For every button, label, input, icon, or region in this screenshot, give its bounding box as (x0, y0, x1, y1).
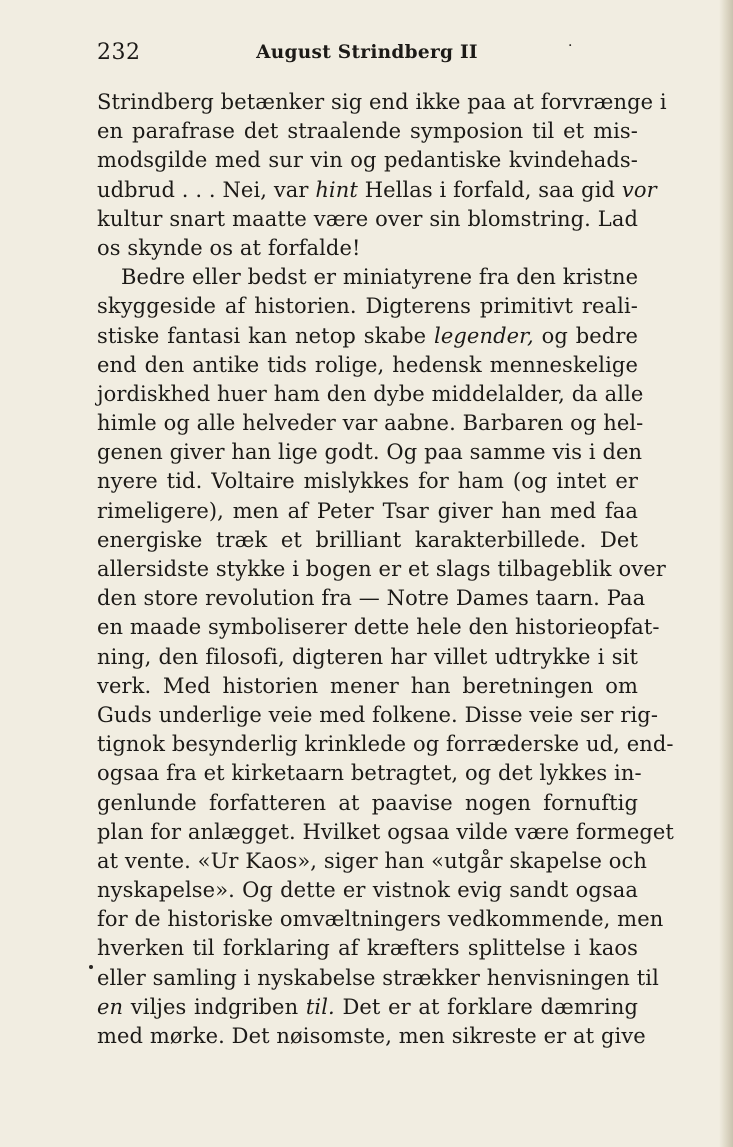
text-line (97, 526, 638, 555)
text-line: for de historiske omvæltningers vedkommende, men (97, 907, 664, 932)
text-segment: energiske træk et brilliant karakterbillede. (97, 527, 587, 552)
page-number: 232 (97, 40, 141, 65)
text-line: Guds underlige veie med folkene. Disse veie ser rig- (97, 702, 659, 727)
text-line: himle og alle helveder var aabne. Barbaren og hel- (97, 411, 644, 436)
text-line: rimeligere), men af Peter Tsar giver han med faa (97, 498, 638, 523)
text-line: genen giver han lige godt. Og paa samme vis i den (97, 440, 643, 465)
text-line: kultur snart maatte være over sin blomstring. Lad (97, 206, 638, 231)
text-line: nyere tid. Voltaire mislykkes for ham (og intet er (97, 469, 638, 494)
ink-speck (89, 965, 93, 969)
text-line: nyskapelse». Og dette er vistnok evig sandt ogsaa (97, 878, 638, 903)
text-line: at vente. «Ur Kaos», siger han «utgår skapelse och (97, 848, 647, 873)
text-segment: viljes indgriben (123, 994, 306, 1019)
text-line: eller samling i nyskabelse strækker henvisningen til (97, 965, 659, 990)
text-line: jordiskhed huer ham den dybe middelalder, da alle (97, 381, 644, 406)
text-line: allersidste stykke i bogen er et slags tilbageblik over (97, 557, 666, 581)
text-line: med mørke. Det nøisomste, men sikreste er at give (97, 1024, 646, 1048)
italic-word: hint (315, 177, 358, 202)
text-segment: Det (586, 527, 638, 552)
text-line: ning, den filosofi, digteren har villet udtrykke i sit (97, 644, 638, 669)
body-text (97, 88, 674, 1051)
page-header (97, 40, 637, 70)
text-line: hverken til forklaring af kræfters splittelse i kaos (97, 936, 638, 961)
text-line: en maade symboliserer dette hele den historieopfat- (97, 615, 660, 640)
italic-word: en (97, 994, 124, 1019)
running-title: August Strindberg II (256, 42, 478, 63)
text-line: Bedre eller bedst er miniatyrene fra den kristne (121, 265, 639, 290)
italic-word: vor (621, 177, 657, 202)
text-segment: Hellas i forfald, saa gid (357, 177, 622, 202)
text-line (97, 322, 638, 351)
text-segment: Det er at forklare dæmring (334, 994, 639, 1019)
text-line: en parafrase det straalende symposion til et mis- (97, 119, 638, 144)
text-line: den store revolution fra — Notre Dames taarn. Paa (97, 586, 646, 611)
text-line: modsgilde med sur vin og pedantiske kvindehads- (97, 148, 638, 173)
text-line: ogsaa fra et kirketaarn betragtet, og det lykkes in- (97, 761, 642, 786)
text-segment: og bedre (533, 323, 638, 348)
italic-word: legender, (434, 323, 534, 348)
text-segment: stiske fantasi kan netop skabe (97, 323, 435, 348)
italic-word: til. (305, 994, 335, 1019)
text-line: end den antike tids rolige, hedensk menneskelige (97, 352, 638, 377)
text-line: verk. Med historien mener han beretningen om (97, 673, 638, 698)
text-line: os skynde os at forfalde! (97, 235, 361, 260)
text-line (97, 993, 638, 1022)
text-segment: udbrud . . . Nei, var (97, 177, 316, 202)
text-line: plan for anlægget. Hvilket ogsaa vilde være formeget (97, 819, 674, 844)
header-mark: · (568, 38, 573, 54)
text-line: skyggeside af historien. Digterens primitivt reali- (97, 294, 638, 319)
text-line: genlunde forfatteren at paavise nogen fornuftig (97, 790, 638, 815)
text-line: tignok besynderlig krinklede og forræderske ud, end- (97, 732, 674, 757)
text-line: Strindberg betænker sig end ikke paa at forvrænge i (97, 90, 667, 114)
text-line (97, 176, 657, 205)
page-edge-shadow (719, 0, 733, 1147)
